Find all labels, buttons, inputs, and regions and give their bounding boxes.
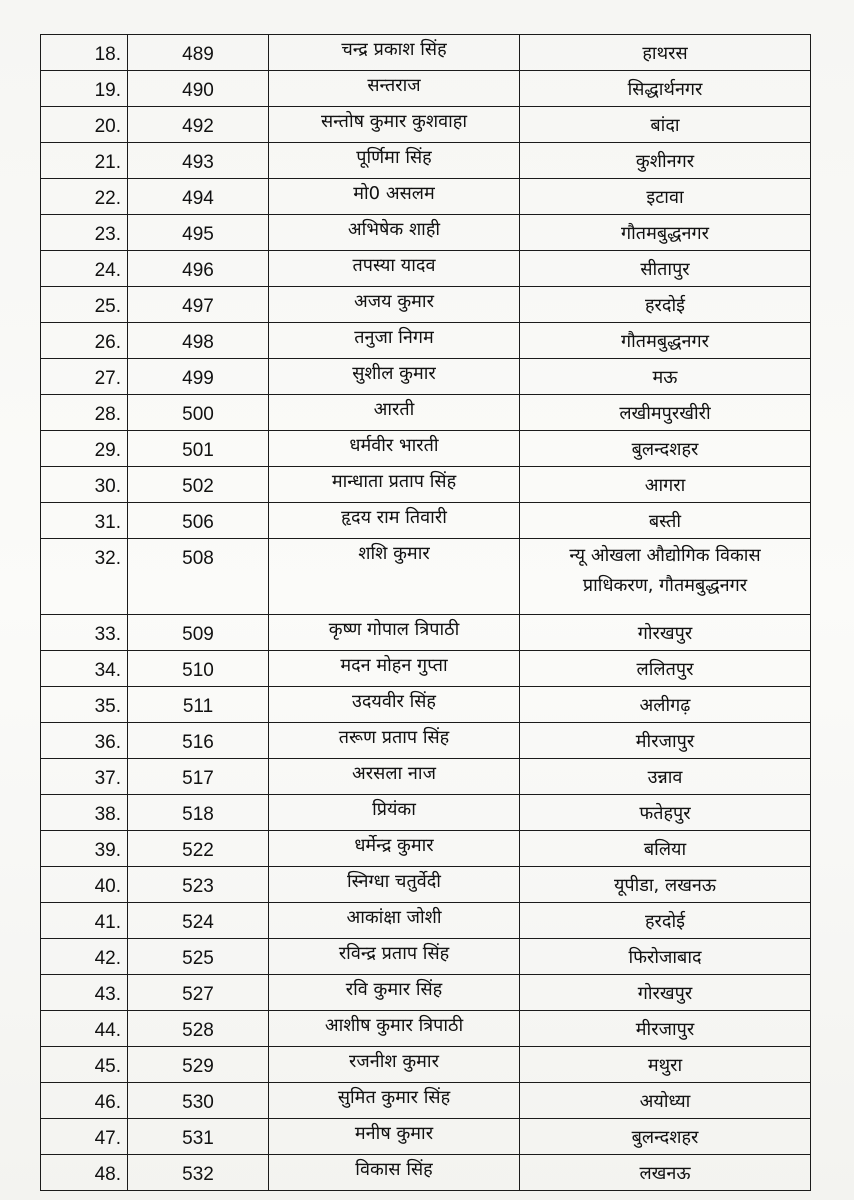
district-line: अयोध्या bbox=[639, 1091, 691, 1112]
code-cell: 489 bbox=[128, 35, 269, 71]
serial-number-cell: 35. bbox=[41, 687, 128, 723]
district-cell bbox=[520, 651, 811, 687]
district-line: मऊ bbox=[652, 367, 678, 388]
district-cell bbox=[520, 431, 811, 467]
name-cell: रवि कुमार सिंह bbox=[269, 975, 520, 1011]
serial-number-cell: 21. bbox=[41, 143, 128, 179]
code-cell: 529 bbox=[128, 1047, 269, 1083]
district-cell bbox=[520, 1119, 811, 1155]
code-cell: 516 bbox=[128, 723, 269, 759]
district-line: मथुरा bbox=[647, 1055, 683, 1076]
district-cell bbox=[520, 359, 811, 395]
district-cell bbox=[520, 143, 811, 179]
district-line: गौतमबुद्धनगर bbox=[621, 223, 709, 244]
table-row bbox=[41, 795, 811, 831]
officer-list-table bbox=[40, 34, 811, 1191]
name-cell: सुशील कुमार bbox=[269, 359, 520, 395]
name-cell: आकांक्षा जोशी bbox=[269, 903, 520, 939]
serial-number-cell: 45. bbox=[41, 1047, 128, 1083]
district-cell bbox=[520, 903, 811, 939]
table-row bbox=[41, 903, 811, 939]
table-row bbox=[41, 759, 811, 795]
table-row bbox=[41, 1047, 811, 1083]
district-cell bbox=[520, 723, 811, 759]
table-row bbox=[41, 975, 811, 1011]
district-cell bbox=[520, 831, 811, 867]
district-cell bbox=[520, 939, 811, 975]
table-row bbox=[41, 687, 811, 723]
serial-number-cell: 31. bbox=[41, 503, 128, 539]
district-line: फतेहपुर bbox=[639, 803, 691, 824]
district-line: सीतापुर bbox=[640, 259, 690, 280]
table-row bbox=[41, 615, 811, 651]
code-cell: 495 bbox=[128, 215, 269, 251]
name-cell: मदन मोहन गुप्ता bbox=[269, 651, 520, 687]
code-cell: 493 bbox=[128, 143, 269, 179]
table-row bbox=[41, 107, 811, 143]
district-line: गोरखपुर bbox=[637, 983, 693, 1004]
serial-number-cell: 34. bbox=[41, 651, 128, 687]
district-cell bbox=[520, 975, 811, 1011]
serial-number-cell: 38. bbox=[41, 795, 128, 831]
table-row bbox=[41, 939, 811, 975]
district-line: मीरजापुर bbox=[635, 1019, 695, 1040]
district-cell bbox=[520, 1011, 811, 1047]
district-cell bbox=[520, 795, 811, 831]
name-cell: मनीष कुमार bbox=[269, 1119, 520, 1155]
serial-number-cell: 20. bbox=[41, 107, 128, 143]
table-row bbox=[41, 179, 811, 215]
serial-number-cell: 27. bbox=[41, 359, 128, 395]
code-cell: 506 bbox=[128, 503, 269, 539]
name-cell: मान्धाता प्रताप सिंह bbox=[269, 467, 520, 503]
name-cell: तपस्या यादव bbox=[269, 251, 520, 287]
serial-number-cell: 47. bbox=[41, 1119, 128, 1155]
serial-number-cell: 33. bbox=[41, 615, 128, 651]
serial-number-cell: 30. bbox=[41, 467, 128, 503]
name-cell: मो0 असलम bbox=[269, 179, 520, 215]
district-cell bbox=[520, 179, 811, 215]
table-row bbox=[41, 1083, 811, 1119]
name-cell: अभिषेक शाही bbox=[269, 215, 520, 251]
code-cell: 532 bbox=[128, 1155, 269, 1191]
serial-number-cell: 18. bbox=[41, 35, 128, 71]
name-cell: रजनीश कुमार bbox=[269, 1047, 520, 1083]
name-cell: सन्तोष कुमार कुशवाहा bbox=[269, 107, 520, 143]
name-cell: आशीष कुमार त्रिपाठी bbox=[269, 1011, 520, 1047]
table-row bbox=[41, 251, 811, 287]
table-row bbox=[41, 71, 811, 107]
district-cell bbox=[520, 71, 811, 107]
name-cell: कृष्ण गोपाल त्रिपाठी bbox=[269, 615, 520, 651]
table-row bbox=[41, 503, 811, 539]
code-cell: 499 bbox=[128, 359, 269, 395]
serial-number-cell: 43. bbox=[41, 975, 128, 1011]
code-cell: 497 bbox=[128, 287, 269, 323]
table-row bbox=[41, 1155, 811, 1191]
name-cell: सुमित कुमार सिंह bbox=[269, 1083, 520, 1119]
table-row bbox=[41, 215, 811, 251]
code-cell: 524 bbox=[128, 903, 269, 939]
name-cell: उदयवीर सिंह bbox=[269, 687, 520, 723]
serial-number-cell: 29. bbox=[41, 431, 128, 467]
name-cell: चन्द्र प्रकाश सिंह bbox=[269, 35, 520, 71]
name-cell: तनुजा निगम bbox=[269, 323, 520, 359]
code-cell: 508 bbox=[128, 539, 269, 615]
district-cell bbox=[520, 467, 811, 503]
code-cell: 494 bbox=[128, 179, 269, 215]
serial-number-cell: 32. bbox=[41, 539, 128, 615]
code-cell: 509 bbox=[128, 615, 269, 651]
serial-number-cell: 37. bbox=[41, 759, 128, 795]
table-row bbox=[41, 323, 811, 359]
table-row bbox=[41, 539, 811, 615]
district-cell bbox=[520, 251, 811, 287]
name-cell: तरूण प्रताप सिंह bbox=[269, 723, 520, 759]
table-body bbox=[41, 35, 811, 1191]
code-cell: 523 bbox=[128, 867, 269, 903]
code-cell: 525 bbox=[128, 939, 269, 975]
code-cell: 518 bbox=[128, 795, 269, 831]
name-cell: धर्मेन्द्र कुमार bbox=[269, 831, 520, 867]
district-line: अलीगढ़ bbox=[639, 695, 691, 716]
district-cell bbox=[520, 615, 811, 651]
district-cell bbox=[520, 867, 811, 903]
district-cell bbox=[520, 539, 811, 615]
district-cell bbox=[520, 759, 811, 795]
serial-number-cell: 39. bbox=[41, 831, 128, 867]
serial-number-cell: 46. bbox=[41, 1083, 128, 1119]
serial-number-cell: 19. bbox=[41, 71, 128, 107]
table-row bbox=[41, 467, 811, 503]
serial-number-cell: 25. bbox=[41, 287, 128, 323]
code-cell: 517 bbox=[128, 759, 269, 795]
district-line: यूपीडा, लखनऊ bbox=[613, 875, 717, 896]
district-line: हरदोई bbox=[645, 295, 685, 316]
code-cell: 527 bbox=[128, 975, 269, 1011]
district-cell bbox=[520, 323, 811, 359]
name-cell: पूर्णिमा सिंह bbox=[269, 143, 520, 179]
serial-number-cell: 28. bbox=[41, 395, 128, 431]
district-line: ललितपुर bbox=[636, 659, 694, 680]
district-line: गोरखपुर bbox=[637, 623, 693, 644]
code-cell: 501 bbox=[128, 431, 269, 467]
name-cell: स्निग्धा चतुर्वेदी bbox=[269, 867, 520, 903]
district-cell bbox=[520, 1047, 811, 1083]
serial-number-cell: 44. bbox=[41, 1011, 128, 1047]
code-cell: 530 bbox=[128, 1083, 269, 1119]
table-row bbox=[41, 867, 811, 903]
district-cell bbox=[520, 395, 811, 431]
district-line: उन्नाव bbox=[647, 767, 683, 788]
district-line: सिद्धार्थनगर bbox=[627, 79, 703, 100]
name-cell: रविन्द्र प्रताप सिंह bbox=[269, 939, 520, 975]
district-line: फिरोजाबाद bbox=[628, 947, 702, 968]
serial-number-cell: 42. bbox=[41, 939, 128, 975]
district-line: बुलन्दशहर bbox=[631, 1127, 699, 1148]
code-cell: 500 bbox=[128, 395, 269, 431]
district-cell bbox=[520, 215, 811, 251]
code-cell: 502 bbox=[128, 467, 269, 503]
table-row bbox=[41, 651, 811, 687]
code-cell: 492 bbox=[128, 107, 269, 143]
code-cell: 490 bbox=[128, 71, 269, 107]
district-line: बुलन्दशहर bbox=[631, 439, 699, 460]
code-cell: 531 bbox=[128, 1119, 269, 1155]
district-cell bbox=[520, 107, 811, 143]
district-line: कुशीनगर bbox=[635, 151, 695, 172]
table-row bbox=[41, 1011, 811, 1047]
name-cell: प्रियंका bbox=[269, 795, 520, 831]
name-cell: हृदय राम तिवारी bbox=[269, 503, 520, 539]
serial-number-cell: 22. bbox=[41, 179, 128, 215]
code-cell: 496 bbox=[128, 251, 269, 287]
name-cell: अजय कुमार bbox=[269, 287, 520, 323]
serial-number-cell: 36. bbox=[41, 723, 128, 759]
serial-number-cell: 41. bbox=[41, 903, 128, 939]
district-line: बलिया bbox=[643, 839, 687, 860]
serial-number-cell: 23. bbox=[41, 215, 128, 251]
serial-number-cell: 48. bbox=[41, 1155, 128, 1191]
serial-number-cell: 40. bbox=[41, 867, 128, 903]
table-row bbox=[41, 35, 811, 71]
code-cell: 511 bbox=[128, 687, 269, 723]
district-line: प्राधिकरण, गौतमबुद्धनगर bbox=[582, 575, 748, 596]
district-cell bbox=[520, 1083, 811, 1119]
table-row bbox=[41, 143, 811, 179]
district-cell bbox=[520, 35, 811, 71]
name-cell: शशि कुमार bbox=[269, 539, 520, 615]
district-line: मीरजापुर bbox=[635, 731, 695, 752]
district-line: गौतमबुद्धनगर bbox=[621, 331, 709, 352]
district-line: इटावा bbox=[646, 187, 684, 208]
table-row bbox=[41, 723, 811, 759]
code-cell: 522 bbox=[128, 831, 269, 867]
table-row bbox=[41, 395, 811, 431]
district-cell bbox=[520, 1155, 811, 1191]
name-cell: सन्तराज bbox=[269, 71, 520, 107]
code-cell: 510 bbox=[128, 651, 269, 687]
district-line: लखनऊ bbox=[639, 1163, 691, 1184]
table-row bbox=[41, 359, 811, 395]
serial-number-cell: 26. bbox=[41, 323, 128, 359]
district-line: आगरा bbox=[644, 475, 686, 496]
district-line: बांदा bbox=[650, 115, 680, 136]
district-line: न्यू ओखला औद्योगिक विकास bbox=[569, 545, 761, 566]
district-cell bbox=[520, 687, 811, 723]
district-line: बस्ती bbox=[648, 511, 682, 532]
district-cell bbox=[520, 503, 811, 539]
serial-number-cell: 24. bbox=[41, 251, 128, 287]
table-row bbox=[41, 431, 811, 467]
district-line: हाथरस bbox=[642, 43, 688, 64]
name-cell: अरसला नाज bbox=[269, 759, 520, 795]
district-cell bbox=[520, 287, 811, 323]
code-cell: 498 bbox=[128, 323, 269, 359]
district-line: लखीमपुरखीरी bbox=[619, 403, 711, 424]
name-cell: विकास सिंह bbox=[269, 1155, 520, 1191]
name-cell: आरती bbox=[269, 395, 520, 431]
name-cell: धर्मवीर भारती bbox=[269, 431, 520, 467]
table-row bbox=[41, 831, 811, 867]
table-row bbox=[41, 287, 811, 323]
table-row bbox=[41, 1119, 811, 1155]
district-line: हरदोई bbox=[645, 911, 685, 932]
code-cell: 528 bbox=[128, 1011, 269, 1047]
